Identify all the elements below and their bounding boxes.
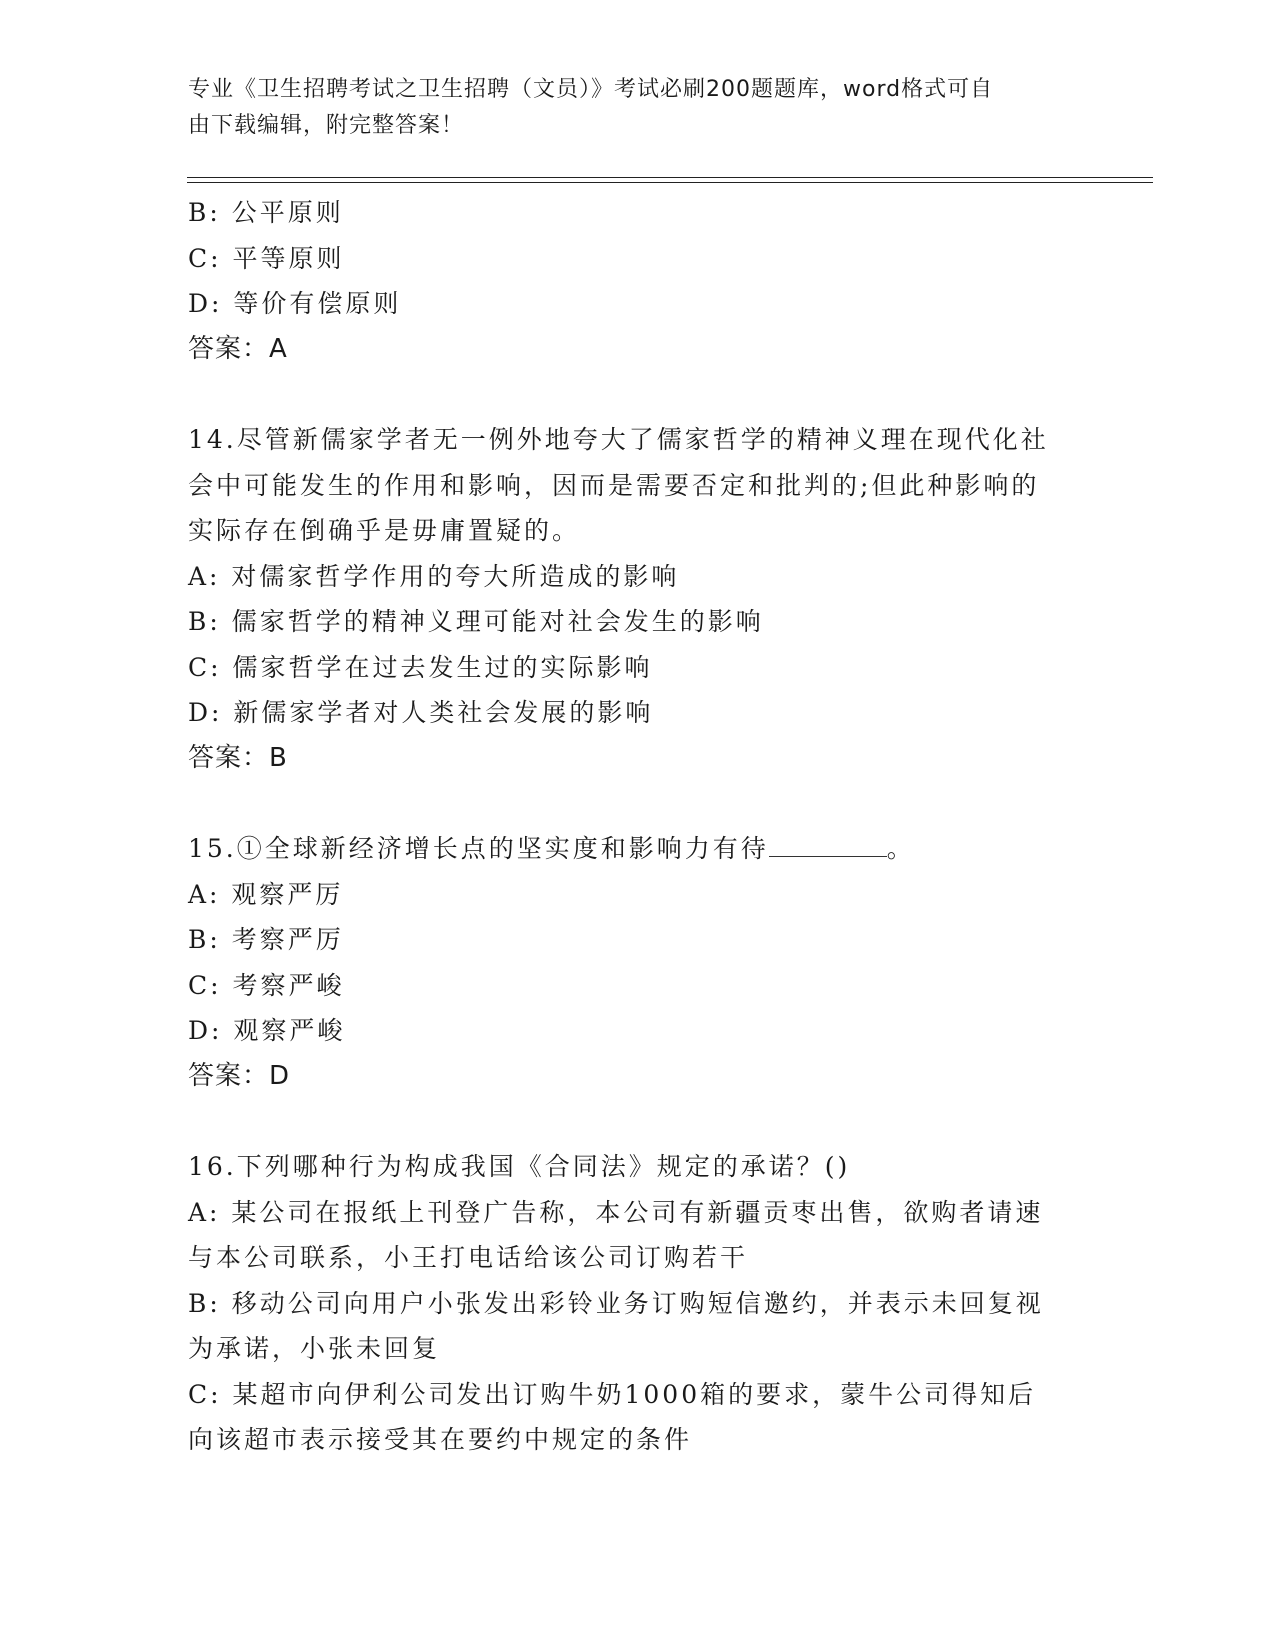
answer-line: 答案：B [188, 742, 288, 773]
header-divider-bottom [187, 182, 1153, 183]
option-c-line-2: 向该超市表示接受其在要约中规定的条件 [188, 1425, 693, 1454]
option-b: B: 儒家哲学的精神义理可能对社会发生的影响 [188, 607, 764, 636]
question-text-line-1: 14.尽管新儒家学者无一例外地夸大了儒家哲学的精神义理在现代化社 [188, 425, 1049, 454]
question-text-before-blank: 15.①全球新经济增长点的坚实度和影响力有待 [188, 834, 769, 863]
option-b-line-1: B: 移动公司向用户小张发出彩铃业务订购短信邀约，并表示未回复视 [188, 1288, 1044, 1318]
option-b: B: 公平原则 [188, 198, 344, 227]
question-text-line-3: 实际存在倒确乎是毋庸置疑的。 [188, 516, 581, 545]
option-c-line-1: C: 某超市向伊利公司发出订购牛奶1000箱的要求，蒙牛公司得知后 [188, 1379, 1037, 1409]
question-text: 16.下列哪种行为构成我国《合同法》规定的承诺？() [188, 1152, 851, 1181]
question-13-tail [188, 190, 1078, 372]
option-a: A: 观察严厉 [188, 879, 344, 909]
option-c: C: 考察严峻 [188, 970, 345, 1000]
option-d: D: 等价有偿原则 [188, 289, 402, 318]
answer-line: 答案：D [188, 1060, 291, 1091]
option-d: D: 新儒家学者对人类社会发展的影响 [188, 698, 654, 727]
option-c: C: 儒家哲学在过去发生过的实际影响 [188, 652, 653, 682]
answer-line: 答案：A [188, 333, 288, 364]
question-15 [188, 826, 1078, 1099]
header-line-1: 专业《卫生招聘考试之卫生招聘（文员）》考试必刷200题题库，word格式可自 [188, 77, 994, 102]
option-a-line-2: 与本公司联系，小王打电话给该公司订购若干 [188, 1243, 749, 1272]
header-divider-top [187, 177, 1153, 178]
option-d: D: 观察严峻 [188, 1016, 346, 1045]
document-body [188, 190, 1078, 1463]
document-header [188, 72, 1068, 144]
option-a-line-1: A: 某公司在报纸上刊登广告称，本公司有新疆贡枣出售，欲购者请速 [188, 1197, 1044, 1227]
option-c: C: 平等原则 [188, 243, 345, 273]
fill-in-blank [769, 834, 887, 857]
option-b-line-2: 为承诺，小张未回复 [188, 1334, 441, 1363]
question-text-line-2: 会中可能发生的作用和影响，因而是需要否定和批判的;但此种影响的 [188, 470, 1040, 500]
question-14 [188, 417, 1078, 781]
option-a: A: 对儒家哲学作用的夸大所造成的影响 [188, 561, 680, 591]
header-line-2: 由下载编辑，附完整答案！ [188, 113, 465, 138]
question-text [188, 826, 1078, 872]
question-16 [188, 1144, 1078, 1463]
option-b: B: 考察严厉 [188, 925, 344, 954]
question-text-after-blank: 。 [886, 834, 915, 863]
